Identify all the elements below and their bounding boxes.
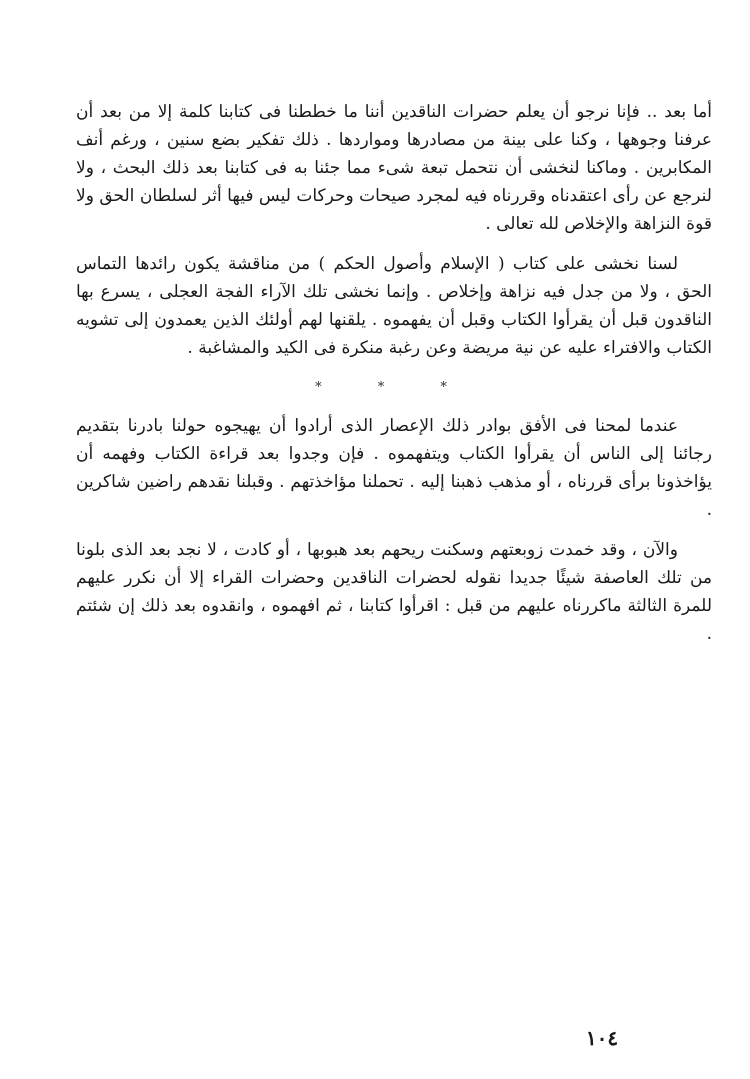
paragraph-1: أما بعد .. فإنا نرجو أن يعلم حضرات الناقدين أننا ما خططنا فى كتابنا كلمة إلا من بعد أن عرفنا وجوهها ، وكنا على بينة من مصادرها ومواردها . ذلك تفكير بضع سنين ، ورغم أنف المكابرين . وماكنا لنخشى أن نتحمل تبعة شىء مما جئنا به فى كتابنا بعد ذلك البحث ، ولا لنرجع عن رأى اعتقدناه وقررناه فيه لمجرد صيحات وحركات ليس فيها أثر لسلطان الحق ولا قوة النزاهة والإخلاص لله تعالى .	[76, 102, 712, 234]
section-separator: * * *	[315, 380, 473, 395]
paragraph-3: عندما لمحنا فى الأفق بوادر ذلك الإعصار الذى أرادوا أن يهيجوه حولنا بادرنا بتقديم رجائنا إلى الناس أن يقرأوا الكتاب ويتفهموه . فإن وجدوا بعد قراءة الكتاب وفهمه أن يؤاخذونا برأى قررناه ، أو مذهب ذهبنا إليه . تحملنا مؤاخذتهم . وقبلنا نقدهم راضين شاكرين .	[76, 416, 712, 520]
body-text	[76, 98, 712, 660]
page-number: ١٠٤	[585, 1026, 619, 1050]
paragraph-2: لسنا نخشى على كتاب ( الإسلام وأصول الحكم ) من مناقشة يكون رائدها التماس الحق ، ولا من جدل فيه نزاهة وإخلاص . وإنما نخشى تلك الآراء الفجة العجلى ، يسرع بها الناقدون قبل أن يقرأوا الكتاب وقبل أن يفهموه . يلقنها لهم أولئك الذين يعمدون إلى تشويه الكتاب والافتراء عليه عن نية مريضة وعن رغبة منكرة فى الكيد والمشاغبة .	[76, 254, 712, 358]
paragraph-4: والآن ، وقد خمدت زوبعتهم وسكنت ريحهم بعد هبوبها ، أو كادت ، لا نجد بعد الذى بلونا من تلك العاصفة شيئًا جديدا نقوله لحضرات الناقدين وحضرات القراء إلا أن نكرر عليهم للمرة الثالثة ماكررناه عليهم من قبل : اقرأوا كتابنا ، ثم افهموه ، وانقدوه بعد ذلك إن شئتم .	[76, 540, 712, 644]
